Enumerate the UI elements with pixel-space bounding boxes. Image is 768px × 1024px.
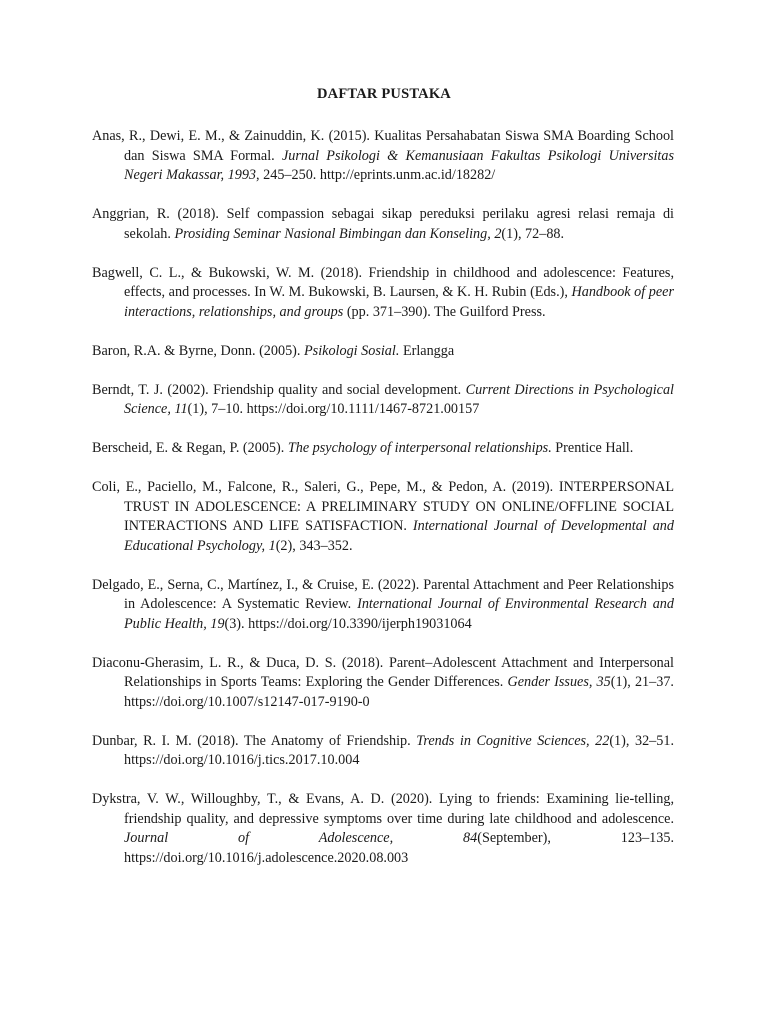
page-title: DAFTAR PUSTAKA — [317, 86, 451, 102]
reference-text: Baron, R.A. & Byrne, Donn. (2005). — [92, 342, 305, 359]
reference-entry — [92, 381, 674, 420]
reference-text: Delgado, E., Serna, C., Martínez, I., & Cruise, E. (2022). Parental Attachment and Peer Relationships in Adolescence: A Systematic Review. — [92, 576, 674, 613]
reference-entry — [92, 127, 674, 186]
reference-text: Coli, E., Paciello, M., Falcone, R., Saleri, G., Pepe, M., & Pedon, A. (2019). INTERPERSONAL TRUST IN ADOLESCENCE: A PRELIMINARY STUDY ON ONLINE/OFFLINE SOCIAL INTERACTIONS AND LIFE SATISFACTION. — [92, 479, 674, 535]
reference-details: Erlangga — [399, 342, 455, 359]
reference-details: (pp. 371–390). The Guilford Press. — [343, 303, 546, 320]
reference-source: The psychology of interpersonal relationships. — [287, 440, 552, 457]
reference-entry — [92, 732, 674, 771]
reference-source: Current Directions in Psychological Science, 11 — [124, 381, 674, 418]
reference-entry — [92, 342, 674, 362]
reference-source: Trends in Cognitive Sciences, 22 — [416, 732, 610, 749]
reference-entry — [92, 478, 674, 556]
reference-text: Anas, R., Dewi, E. M., & Zainuddin, K. (2015). Kualitas Persahabatan Siswa SMA Boarding School dan Siswa SMA Formal. — [92, 128, 674, 164]
reference-details: (3). https://doi.org/10.3390/ijerph19031064 — [224, 615, 472, 632]
reference-text: Diaconu-Gherasim, L. R., & Duca, D. S. (2018). Parent–Adolescent Attachment and Interpersonal Relationships in Sports Teams: Exploring the Gender Differences. — [92, 654, 674, 691]
reference-text: Berndt, T. J. (2002). Friendship quality and social development. — [92, 381, 466, 398]
reference-entry — [92, 439, 674, 459]
reference-source: International Journal of Environmental Research and Public Health, 19 — [124, 596, 674, 632]
reference-text: Anggrian, R. (2018). Self compassion sebagai sikap pereduksi perilaku agresi relasi remaja di sekolah. — [92, 206, 674, 242]
reference-details: , 245–250. http://eprints.unm.ac.id/18282/ — [256, 167, 496, 184]
reference-entry — [92, 790, 674, 868]
reference-source: Jurnal Psikologi & Kemanusiaan Fakultas Psikologi Universitas Negeri Makassar, 1993 — [124, 147, 674, 184]
reference-source: Journal of Adolescence, 84 — [124, 830, 478, 847]
reference-details: (1), 72–88. — [501, 225, 565, 242]
reference-details: (2), 343–352. — [275, 537, 353, 554]
reference-details: (September), 123–135. https://doi.org/10.1016/j.adolescence.2020.08.003 — [124, 830, 674, 866]
reference-details: (1), 21–37. https://doi.org/10.1007/s12147-017-9190-0 — [124, 674, 674, 710]
reference-entry — [92, 654, 674, 713]
reference-entry — [92, 264, 674, 323]
reference-source: Psikologi Sosial. — [304, 342, 400, 359]
reference-source: Prosiding Seminar Nasional Bimbingan dan Konseling, 2 — [174, 225, 502, 242]
reference-text: Berscheid, E. & Regan, P. (2005). — [92, 440, 288, 457]
reference-entry — [92, 576, 674, 635]
reference-source: International Journal of Developmental and Educational Psychology, 1 — [124, 518, 674, 554]
reference-list — [92, 113, 674, 888]
reference-details: (1), 32–51. https://doi.org/10.1016/j.tics.2017.10.004 — [124, 732, 674, 769]
reference-text: Bagwell, C. L., & Bukowski, W. M. (2018). Friendship in childhood and adolescence: Features, effects, and processes. In W. M. Bukowski, B. Laursen, & K. H. Rubin (Eds.), — [92, 264, 674, 301]
reference-source: Gender Issues, 35 — [507, 674, 611, 691]
reference-entry — [92, 205, 674, 244]
reference-details: Prentice Hall. — [551, 440, 634, 457]
reference-details: (1), 7–10. https://doi.org/10.1111/1467-8721.00157 — [187, 401, 480, 418]
reference-text: Dykstra, V. W., Willoughby, T., & Evans, A. D. (2020). Lying to friends: Examining lie-telling, friendship quality, and depressive symptoms over time during late childhood and adolescence. — [92, 791, 674, 827]
reference-source: Handbook of peer interactions, relationships, and groups — [124, 284, 674, 320]
reference-text: Dunbar, R. I. M. (2018). The Anatomy of Friendship. — [92, 732, 417, 749]
